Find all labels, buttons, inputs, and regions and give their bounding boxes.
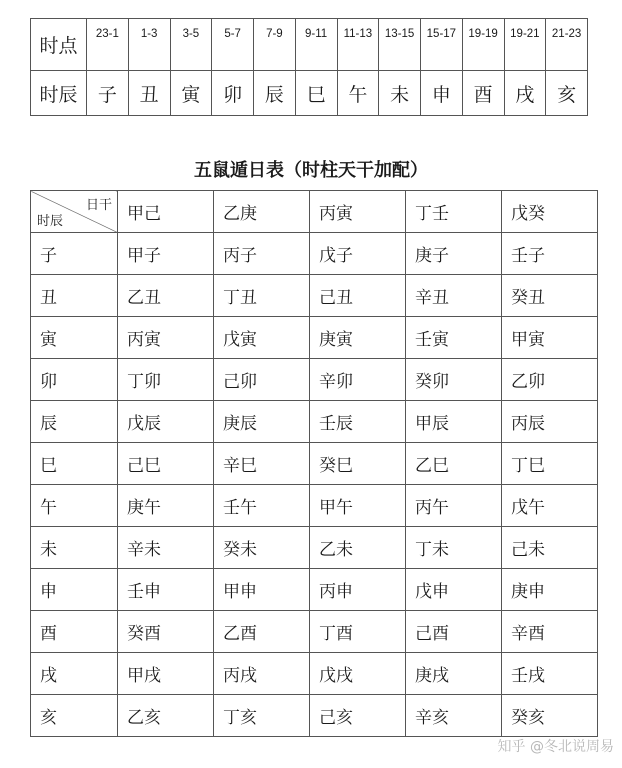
time-cell: 23-1 bbox=[87, 19, 129, 71]
table-row bbox=[31, 653, 598, 695]
time-row bbox=[31, 19, 588, 71]
day-stem-header: 丙寅 bbox=[310, 191, 406, 233]
hour-pillar-cell: 癸亥 bbox=[502, 695, 598, 737]
hour-branch-cell: 寅 bbox=[31, 317, 118, 359]
hour-pillar-cell: 丙戌 bbox=[214, 653, 310, 695]
branch-cell: 丑 bbox=[128, 71, 170, 116]
hour-branch-cell: 辰 bbox=[31, 401, 118, 443]
table-row bbox=[31, 401, 598, 443]
hour-pillar-cell: 辛酉 bbox=[502, 611, 598, 653]
hour-pillar-cell: 戊戌 bbox=[310, 653, 406, 695]
hour-pillar-cell: 丙辰 bbox=[502, 401, 598, 443]
time-cell: 7-9 bbox=[254, 19, 296, 71]
time-cell: 5-7 bbox=[212, 19, 254, 71]
hour-pillar-cell: 壬辰 bbox=[310, 401, 406, 443]
hour-pillar-cell: 戊申 bbox=[406, 569, 502, 611]
hour-pillar-cell: 壬寅 bbox=[406, 317, 502, 359]
time-cell: 11-13 bbox=[337, 19, 379, 71]
table-row bbox=[31, 527, 598, 569]
table-row bbox=[31, 275, 598, 317]
hour-branch-cell: 丑 bbox=[31, 275, 118, 317]
hour-pillar-cell: 丁酉 bbox=[310, 611, 406, 653]
hour-pillar-cell: 己巳 bbox=[118, 443, 214, 485]
hour-pillar-cell: 丁亥 bbox=[214, 695, 310, 737]
hour-pillar-cell: 丙寅 bbox=[118, 317, 214, 359]
branch-cell: 辰 bbox=[254, 71, 296, 116]
branch-cell: 午 bbox=[337, 71, 379, 116]
hour-pillar-cell: 乙未 bbox=[310, 527, 406, 569]
branch-cell: 申 bbox=[421, 71, 463, 116]
hour-pillar-cell: 庚申 bbox=[502, 569, 598, 611]
branch-cell: 亥 bbox=[546, 71, 588, 116]
watermark-text: 知乎 @冬北说周易 bbox=[497, 739, 614, 755]
hour-branch-cell: 卯 bbox=[31, 359, 118, 401]
time-cell: 15-17 bbox=[421, 19, 463, 71]
branch-cell: 戌 bbox=[504, 71, 546, 116]
hour-pillar-cell: 丁巳 bbox=[502, 443, 598, 485]
hour-branch-cell: 午 bbox=[31, 485, 118, 527]
hour-pillar-cell: 甲午 bbox=[310, 485, 406, 527]
branch-cell: 寅 bbox=[170, 71, 212, 116]
hour-pillar-cell: 癸卯 bbox=[406, 359, 502, 401]
hour-pillar-cell: 庚辰 bbox=[214, 401, 310, 443]
table-row bbox=[31, 359, 598, 401]
branch-row bbox=[31, 71, 588, 116]
branch-cell: 巳 bbox=[295, 71, 337, 116]
hour-pillar-cell: 甲子 bbox=[118, 233, 214, 275]
hour-pillar-cell: 壬子 bbox=[502, 233, 598, 275]
hour-pillar-cell: 丙申 bbox=[310, 569, 406, 611]
table-row bbox=[31, 485, 598, 527]
hour-branch-cell: 未 bbox=[31, 527, 118, 569]
hour-pillar-cell: 辛亥 bbox=[406, 695, 502, 737]
hour-pillar-cell: 甲申 bbox=[214, 569, 310, 611]
hour-branch-cell: 子 bbox=[31, 233, 118, 275]
table-title: 五鼠遁日表（时柱天干加配） bbox=[194, 160, 428, 181]
five-rats-table-body bbox=[31, 191, 598, 737]
hour-pillar-cell: 甲寅 bbox=[502, 317, 598, 359]
day-stem-header: 戊癸 bbox=[502, 191, 598, 233]
table-row bbox=[31, 233, 598, 275]
day-stem-header: 丁壬 bbox=[406, 191, 502, 233]
table-row bbox=[31, 443, 598, 485]
table-row bbox=[31, 569, 598, 611]
hour-pillar-cell: 庚子 bbox=[406, 233, 502, 275]
five-rats-table bbox=[30, 190, 598, 737]
hour-pillar-cell: 戊辰 bbox=[118, 401, 214, 443]
hour-pillar-cell: 己未 bbox=[502, 527, 598, 569]
hour-branch-axis-label: 时辰 bbox=[37, 214, 64, 229]
hour-pillar-cell: 癸巳 bbox=[310, 443, 406, 485]
hour-pillar-cell: 戊寅 bbox=[214, 317, 310, 359]
hour-pillar-cell: 乙亥 bbox=[118, 695, 214, 737]
hour-table bbox=[30, 18, 588, 116]
table-row bbox=[31, 317, 598, 359]
hour-pillar-cell: 丁未 bbox=[406, 527, 502, 569]
hour-pillar-cell: 戊午 bbox=[502, 485, 598, 527]
hour-pillar-cell: 丁丑 bbox=[214, 275, 310, 317]
time-cell: 9-11 bbox=[295, 19, 337, 71]
hour-branch-cell: 亥 bbox=[31, 695, 118, 737]
hour-pillar-cell: 甲戌 bbox=[118, 653, 214, 695]
hour-branch-cell: 申 bbox=[31, 569, 118, 611]
hour-pillar-cell: 庚戌 bbox=[406, 653, 502, 695]
hour-pillar-cell: 癸未 bbox=[214, 527, 310, 569]
hour-pillar-cell: 乙酉 bbox=[214, 611, 310, 653]
branch-row-header: 时辰 bbox=[31, 71, 87, 116]
hour-pillar-cell: 辛巳 bbox=[214, 443, 310, 485]
hour-pillar-cell: 丁卯 bbox=[118, 359, 214, 401]
hour-pillar-cell: 己卯 bbox=[214, 359, 310, 401]
time-cell: 19-19 bbox=[462, 19, 504, 71]
hour-branch-cell: 酉 bbox=[31, 611, 118, 653]
hour-pillar-cell: 戊子 bbox=[310, 233, 406, 275]
table-row bbox=[31, 611, 598, 653]
hour-pillar-cell: 乙卯 bbox=[502, 359, 598, 401]
time-cell: 19-21 bbox=[504, 19, 546, 71]
time-row-header: 时点 bbox=[31, 19, 87, 71]
hour-branch-cell: 巳 bbox=[31, 443, 118, 485]
hour-pillar-cell: 丙子 bbox=[214, 233, 310, 275]
hour-pillar-cell: 乙巳 bbox=[406, 443, 502, 485]
hour-pillar-cell: 辛未 bbox=[118, 527, 214, 569]
branch-cell: 未 bbox=[379, 71, 421, 116]
hour-pillar-cell: 甲辰 bbox=[406, 401, 502, 443]
table-row bbox=[31, 695, 598, 737]
day-stem-header: 乙庚 bbox=[214, 191, 310, 233]
hour-pillar-cell: 庚午 bbox=[118, 485, 214, 527]
corner-cell bbox=[31, 191, 118, 233]
day-stem-axis-label: 日干 bbox=[85, 198, 112, 213]
hour-pillar-cell: 己丑 bbox=[310, 275, 406, 317]
hour-pillar-cell: 癸酉 bbox=[118, 611, 214, 653]
hour-pillar-cell: 壬戌 bbox=[502, 653, 598, 695]
hour-pillar-cell: 辛丑 bbox=[406, 275, 502, 317]
hour-pillar-cell: 己酉 bbox=[406, 611, 502, 653]
hour-branch-cell: 戌 bbox=[31, 653, 118, 695]
hour-pillar-cell: 壬申 bbox=[118, 569, 214, 611]
time-cell: 13-15 bbox=[379, 19, 421, 71]
header-row bbox=[31, 191, 598, 233]
branch-cell: 酉 bbox=[462, 71, 504, 116]
branch-cell: 卯 bbox=[212, 71, 254, 116]
time-cell: 3-5 bbox=[170, 19, 212, 71]
hour-pillar-cell: 壬午 bbox=[214, 485, 310, 527]
time-cell: 21-23 bbox=[546, 19, 588, 71]
hour-pillar-cell: 辛卯 bbox=[310, 359, 406, 401]
hour-pillar-cell: 癸丑 bbox=[502, 275, 598, 317]
time-cell: 1-3 bbox=[128, 19, 170, 71]
day-stem-header: 甲己 bbox=[118, 191, 214, 233]
branch-cell: 子 bbox=[87, 71, 129, 116]
hour-pillar-cell: 己亥 bbox=[310, 695, 406, 737]
hour-pillar-cell: 庚寅 bbox=[310, 317, 406, 359]
hour-pillar-cell: 乙丑 bbox=[118, 275, 214, 317]
hour-pillar-cell: 丙午 bbox=[406, 485, 502, 527]
